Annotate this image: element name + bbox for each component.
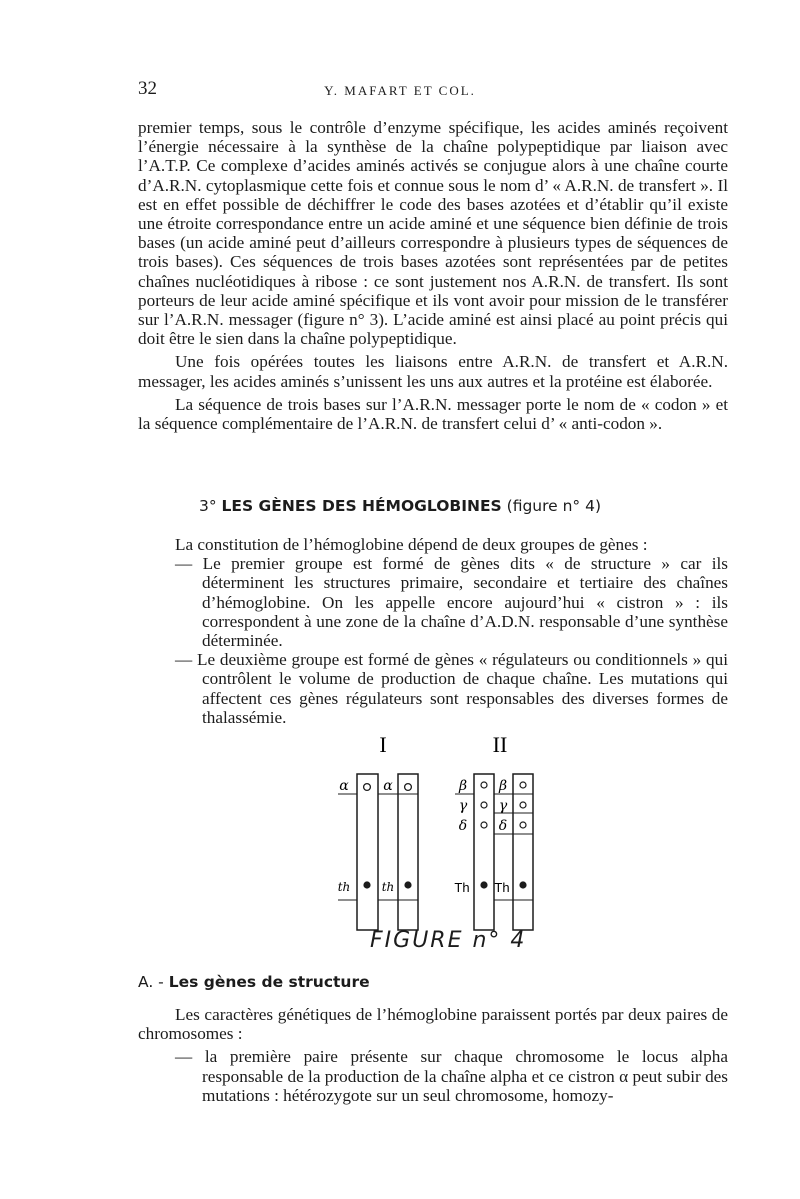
locus-marker bbox=[405, 784, 412, 791]
locus-marker bbox=[481, 782, 487, 788]
section-title: LES GÈNES DES HÉMOGLOBINES bbox=[221, 497, 502, 515]
locus-label: β bbox=[458, 778, 468, 794]
chromosome bbox=[474, 774, 494, 930]
locus-label: δ bbox=[498, 818, 508, 834]
regulator-marker bbox=[404, 881, 411, 888]
chromosome bbox=[398, 774, 418, 930]
locus-marker bbox=[481, 802, 487, 808]
paragraph: premier temps, sous le contrôle d’enzyme spécifique, les acides aminés reçoivent l’énergie nécessaire à la synthèse de la chaîne polypeptidique par liaison avec l’A.T.P. Ce complexe d’acides aminés activés se conjugue alors à une chaîne courte d’A.R.N. cytoplasmique cette fois et connue sous le nom d’ « A.R.N. de transfert ». Il est en effet possible de déchiffrer le code des bases azotées et d’établir qu’il existe une étroite correspondance entre un acide aminé et une séquence bien définie de trois bases (un acide aminé peut d’ailleurs correspondre à plusieurs types de séquences de trois bases). Ces séquences de trois bases azotées sont représentées par de petites chaînes nucléotidiques à ribose : ce sont justement nos A.R.N. de transfert. Ils sont porteurs de leur acide aminé spécifique et ils vont avoir pour mission de le transférer sur l’A.R.N. messager (figure n° 3). L’acide aminé est ainsi placé au point précis qui doit être le sien dans la chaîne polypeptidique. bbox=[138, 118, 728, 349]
list-item: — la première paire présente sur chaque chromosome le locus alpha responsable de la production de la chaîne alpha et ce cistron α peut subir des mutations : hétérozygote sur un seul chromosome, homozy- bbox=[175, 1047, 728, 1105]
regulator-marker bbox=[363, 881, 370, 888]
regulator-label: th bbox=[337, 880, 351, 894]
chromosome bbox=[513, 774, 533, 930]
chromosome bbox=[357, 774, 378, 930]
paragraph: Une fois opérées toutes les liaisons entre A.R.N. de transfert et A.R.N. messager, les acides aminés s’unissent les uns aux autres et la protéine est élaborée. bbox=[138, 352, 728, 391]
regulator-label: th bbox=[381, 880, 395, 894]
locus-label: γ bbox=[498, 798, 508, 814]
running-title: Y. MAFART ET COL. bbox=[324, 83, 476, 98]
locus-marker bbox=[520, 782, 526, 788]
regulator-marker bbox=[480, 881, 487, 888]
section-figure-ref: (figure n° 4) bbox=[506, 497, 602, 515]
locus-marker bbox=[520, 822, 526, 828]
page-number: 32 bbox=[138, 78, 157, 99]
locus-marker bbox=[364, 784, 371, 791]
section-body bbox=[138, 535, 728, 727]
locus-marker bbox=[520, 802, 526, 808]
body-text-top bbox=[138, 118, 728, 433]
pair-label: I bbox=[379, 732, 387, 757]
list-item: — Le premier groupe est formé de gènes dits « de structure » car ils déterminent les structures primaire, secondaire et tertiaire des chaînes d’hémoglobine. On les appelle encore aujourd’hui « cistron » : ils correspondent à une zone de la chaîne d’A.D.N. responsable d’une synthèse déterminée. bbox=[175, 554, 728, 651]
subsection-title: Les gènes de structure bbox=[168, 973, 370, 991]
pair-label: II bbox=[492, 732, 508, 757]
locus-label: β bbox=[498, 778, 508, 794]
regulator-label: Th bbox=[454, 880, 470, 895]
subsection-body bbox=[138, 1005, 728, 1105]
subsection-heading bbox=[138, 973, 370, 991]
subsection-label: A. - bbox=[138, 973, 164, 991]
locus-label: γ bbox=[458, 798, 468, 814]
section-number: 3° bbox=[198, 497, 217, 515]
locus-marker bbox=[481, 822, 487, 828]
figure-caption: FIGURE n° 4 bbox=[370, 928, 527, 953]
regulator-label: Th bbox=[494, 880, 510, 895]
section-heading bbox=[0, 497, 800, 515]
list-item: — Le deuxième groupe est formé de gènes « régulateurs ou conditionnels » qui contrôlent le volume de production de chaque chaîne. Les mutations qui affectent ces gènes régulateurs sont responsables des diverses formes de thalassémie. bbox=[175, 650, 728, 727]
regulator-marker bbox=[519, 881, 526, 888]
locus-label: α bbox=[339, 778, 349, 794]
paragraph: La séquence de trois bases sur l’A.R.N. messager porte le nom de « codon » et la séquence complémentaire de l’A.R.N. de transfert celui d’ « anti-codon ». bbox=[138, 394, 728, 434]
paragraph: La constitution de l’hémoglobine dépend de deux groupes de gènes : bbox=[175, 535, 648, 554]
locus-label: δ bbox=[458, 818, 468, 834]
paragraph: Les caractères génétiques de l’hémoglobine paraissent portés par deux paires de chromosomes : bbox=[138, 1005, 728, 1044]
locus-label: α bbox=[383, 778, 393, 794]
